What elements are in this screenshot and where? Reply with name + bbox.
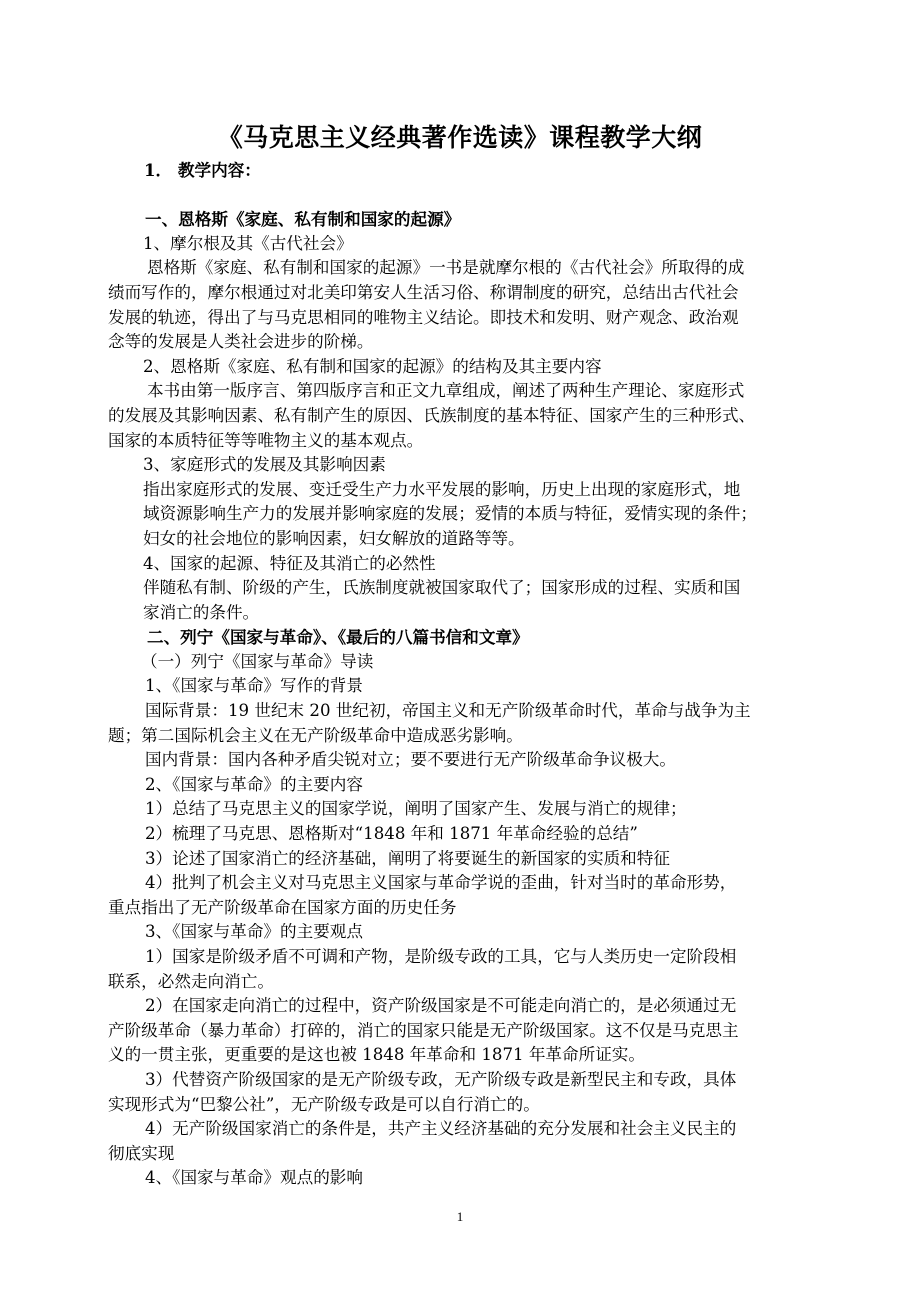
part2-sub3-heading: 3、《国家与革命》的主要观点 (145, 922, 363, 942)
list-item: 4）无产阶级国家消亡的条件是，共产主义经济基础的充分发展和社会主义民主的 (145, 1119, 737, 1139)
list-item: 2）在国家走向消亡的过程中，资产阶级国家是不可能走向消亡的，是必须通过无 (145, 996, 737, 1016)
part2-sub1-heading: 1、《国家与革命》写作的背景 (145, 676, 363, 696)
part2-heading: 二、列宁《国家与革命》、《最后的八篇书信和文章》 (147, 627, 529, 648)
page-number: 1 (456, 1209, 464, 1224)
paragraph-line: 恩格斯《家庭、私有制和国家的起源》一书是就摩尔根的《古代社会》所取得的成 (147, 258, 745, 278)
blank-line (108, 183, 812, 208)
list-item: 1）总结了马克思主义的国家学说，阐明了国家产生、发展与消亡的规律； (145, 799, 687, 819)
paragraph-line: 域资源影响生产力的发展并影响家庭的发展；爱情的本质与特征，爱情实现的条件； (143, 504, 757, 524)
list-item: 3）代替资产阶级国家的是无产阶级专政，无产阶级专政是新型民主和专政，具体 (145, 1069, 737, 1089)
paragraph-line: 题；第二国际机会主义在无产阶级革命中造成恶劣影响。 (108, 725, 523, 745)
part2-subpart-heading: （一）列宁《国家与革命》导读 (141, 651, 374, 671)
paragraph-line: 绩而写作的，摩尔根通过对北美印第安人生活习俗、称谓制度的研究，总结出古代社会 (108, 282, 739, 302)
list-item-continuation: 实现形式为“巴黎公社”，无产阶级专政是可以自行消亡的。 (108, 1094, 540, 1114)
part1-sub3-heading: 3、家庭形式的发展及其影响因素 (143, 455, 386, 475)
list-item: 3）论述了国家消亡的经济基础，阐明了将要诞生的新国家的实质和特征 (145, 848, 670, 868)
paragraph-line: 本书由第一版序言、第四版序言和正文九章组成，阐述了两种生产理论、家庭形式 (147, 381, 745, 401)
list-item-continuation: 彻底实现 (108, 1143, 175, 1163)
paragraph-line: 国内背景：国内各种矛盾尖锐对立；要不要进行无产阶级革命争议极大。 (145, 750, 676, 770)
part1-sub4-heading: 4、国家的起源、特征及其消亡的必然性 (143, 553, 436, 573)
list-item: 4）批判了机会主义对马克思主义国家与革命学说的歪曲，针对当时的革命形势， (145, 873, 737, 893)
paragraph-line: 的发展及其影响因素、私有制产生的原因、氏族制度的基本特征、国家产生的三种形式、 (108, 405, 756, 425)
paragraph-line: 伴随私有制、阶级的产生，氏族制度就被国家取代了；国家形成的过程、实质和国 (143, 578, 741, 598)
paragraph-line: 发展的轨迹，得出了与马克思相同的唯物主义结论。即技术和发明、财产观念、政治观 (108, 307, 739, 327)
paragraph-line: 念等的发展是人类社会进步的阶梯。 (108, 332, 374, 352)
paragraph-line: 国家的本质特征等等唯物主义的基本观点。 (108, 430, 424, 450)
list-item: 2）梳理了马克思、恩格斯对“1848 年和 1871 年革命经验的总结” (145, 824, 638, 844)
paragraph-line: 指出家庭形式的发展、变迁受生产力水平发展的影响，历史上出现的家庭形式，地 (143, 479, 741, 499)
document-body (108, 158, 812, 1191)
list-item-continuation: 义的一贯主张，更重要的是这也被 1848 年革命和 1871 年革命所证实。 (108, 1045, 645, 1065)
paragraph-line: 家消亡的条件。 (143, 602, 260, 622)
section-heading: 1． 教学内容： (144, 160, 261, 180)
part2-sub2-heading: 2、《国家与革命》的主要内容 (145, 774, 363, 794)
document-title: 《马克思主义经典著作选读》课程教学大纲 (217, 123, 703, 152)
part1-sub1-heading: 1、摩尔根及其《古代社会》 (143, 233, 353, 253)
list-item-continuation: 产阶级革命（暴力革命）打碎的，消亡的国家只能是无产阶级国家。这不仅是马克思主 (108, 1020, 739, 1040)
part1-heading: 一、恩格斯《家庭、私有制和国家的起源》 (145, 209, 461, 230)
paragraph-line: 妇女的社会地位的影响因素，妇女解放的道路等等。 (143, 528, 525, 548)
paragraph-line: 国际背景：19 世纪末 20 世纪初，帝国主义和无产阶级革命时代，革命与战争为主 (145, 701, 751, 721)
list-item: 1）国家是阶级矛盾不可调和产物，是阶级专政的工具，它与人类历史一定阶段相 (145, 947, 737, 966)
list-item-continuation: 联系，必然走向消亡。 (108, 971, 274, 991)
part2-sub4-heading: 4、《国家与革命》观点的影响 (145, 1168, 363, 1188)
list-item-continuation: 重点指出了无产阶级革命在国家方面的历史任务 (108, 897, 457, 917)
part1-sub2-heading: 2、恩格斯《家庭、私有制和国家的起源》的结构及其主要内容 (143, 356, 602, 376)
